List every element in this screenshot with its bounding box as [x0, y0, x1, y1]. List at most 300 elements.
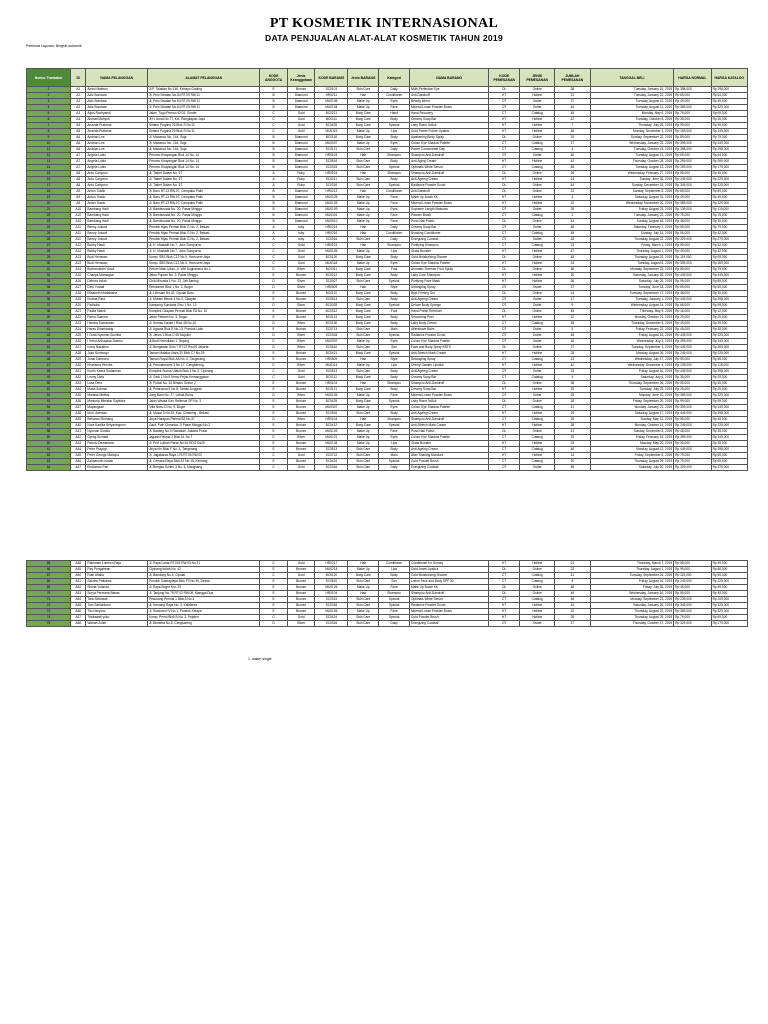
table-cell: Skin Care: [348, 297, 379, 303]
table-cell: 27: [27, 243, 71, 249]
table-cell: Daily: [379, 147, 410, 153]
table-cell: 45: [27, 351, 71, 357]
table-cell: Angela Lubis: [86, 159, 148, 165]
table-cell: 7: [27, 123, 71, 129]
table-cell: Radiance Powder Scrub: [410, 603, 489, 609]
table-cell: Rp 55,000: [674, 591, 711, 597]
table-cell: Hotline: [520, 177, 555, 183]
table-cell: Thursday, August 22, 2019: [590, 237, 674, 243]
table-cell: 20: [555, 273, 590, 279]
table-cell: Lady Razor 5x5ck: [410, 399, 489, 405]
table-cell: E: [260, 327, 288, 333]
table-cell: Rp 99,000: [711, 123, 747, 129]
table-cell: Jl. Tiabet Dalam No. 67: [148, 177, 260, 183]
table-cell: SC0424: [315, 615, 348, 621]
table-cell: Eyes: [379, 99, 410, 105]
table-cell: SC0424: [315, 459, 348, 465]
table-cell: B: [260, 135, 288, 141]
table-cell: Online: [520, 183, 555, 189]
table-cell: MU0109: [315, 207, 348, 213]
table-cell: A7: [71, 165, 86, 171]
table-cell: 8: [27, 129, 71, 135]
table-cell: 26: [555, 171, 590, 177]
table-cell: Rp 329,000: [674, 465, 711, 471]
table-cell: Face: [379, 393, 410, 399]
table-cell: Rp 55,000: [674, 381, 711, 387]
table-cell: Burhanuddin Yusuf: [86, 267, 148, 273]
table-cell: A25: [71, 333, 86, 339]
table-cell: Rp 48,000: [674, 291, 711, 297]
table-cell: CT: [489, 243, 520, 249]
table-cell: Make Up: [348, 261, 379, 267]
table-cell: Shampoo: [379, 243, 410, 249]
table-cell: Make Up: [348, 585, 379, 591]
table-cell: 69: [27, 585, 71, 591]
table-cell: Tuesday, August 13, 2019: [590, 153, 674, 159]
table-cell: B: [260, 189, 288, 195]
table-cell: E: [260, 291, 288, 297]
table-cell: Devi Yustati: [86, 285, 148, 291]
table-cell: Perum Malu Udan, Jl. Wilt Sugiraheno No.1: [148, 267, 260, 273]
table-cell: Rp 95,000: [711, 573, 747, 579]
table-cell: A23: [71, 321, 86, 327]
table-cell: Rp 119,000: [711, 207, 747, 213]
table-cell: Energizing Cocktail: [410, 621, 489, 627]
table-cell: Rp 95,000: [711, 255, 747, 261]
table-cell: Bronze: [287, 357, 315, 363]
table-cell: 18: [555, 399, 590, 405]
table-cell: 17: [555, 141, 590, 147]
table-cell: Thursday, August 1, 2019: [590, 249, 674, 255]
column-header: Nomor Transaksi: [27, 69, 71, 87]
table-cell: OL: [489, 585, 520, 591]
table-cell: Monday, January 21, 2019: [590, 405, 674, 411]
table-cell: 15: [27, 171, 71, 177]
table-cell: Energizing Cocktail: [410, 465, 489, 471]
table-cell: Benny Jokowi: [86, 231, 148, 237]
table-cell: 42: [555, 159, 590, 165]
table-cell: Deluxe Body Sponge: [410, 303, 489, 309]
table-cell: Body Care: [348, 273, 379, 279]
table-cell: B: [260, 213, 288, 219]
table-cell: SC0318: [315, 603, 348, 609]
table-cell: A56: [71, 609, 86, 615]
table-cell: CT: [489, 435, 520, 441]
table-cell: A50: [71, 573, 86, 579]
table-cell: Thursday, July 25, 2019: [590, 123, 674, 129]
table-cell: Tuesday, June 18, 2019: [590, 285, 674, 291]
table-cell: Bambang Hadi: [86, 213, 148, 219]
table-cell: Hotline: [520, 159, 555, 165]
table-cell: HR0216: [315, 231, 348, 237]
table-cell: Rp 79,000: [674, 453, 711, 459]
table-cell: Diamond: [287, 201, 315, 207]
table-cell: Rp 59,000: [674, 357, 711, 363]
table-cell: Bronze: [287, 579, 315, 585]
table-cell: OL: [489, 591, 520, 597]
table-cell: Jl. Mabanco No. 144, Soja: [148, 135, 260, 141]
table-cell: E: [260, 597, 288, 603]
table-cell: A27: [71, 345, 86, 351]
table-cell: D: [260, 303, 288, 309]
table-cell: SC0315: [315, 165, 348, 171]
table-cell: 18: [27, 189, 71, 195]
table-cell: A9: [71, 189, 86, 195]
table-cell: Hotline: [520, 315, 555, 321]
table-cell: SC0712: [315, 453, 348, 459]
table-cell: OT: [489, 369, 520, 375]
table-cell: Jl. Baru RT.13 RW.07, Cempaka Putih: [148, 189, 260, 195]
table-cell: Online: [520, 171, 555, 177]
table-cell: Main: [379, 453, 410, 459]
table-cell: Endiamuz Pari: [86, 465, 148, 471]
table-cell: Gold Powder Brush: [410, 615, 489, 621]
table-cell: Face: [379, 201, 410, 207]
table-cell: D: [260, 267, 288, 273]
table-cell: 46: [555, 129, 590, 135]
table-cell: OT: [489, 327, 520, 333]
table-cell: Hair: [348, 243, 379, 249]
table-cell: Shampoo: [379, 171, 410, 177]
table-cell: Outlet: [520, 303, 555, 309]
table-cell: Body Care: [348, 117, 379, 123]
table-cell: SC0513: [315, 369, 348, 375]
table-cell: Rp 12,000: [711, 309, 747, 315]
table-cell: Shampoo Anti-Dandruff: [410, 171, 489, 177]
table-cell: Gold: [287, 129, 315, 135]
table-cell: E: [260, 429, 288, 435]
table-cell: Hotline: [520, 561, 555, 567]
table-cell: E: [260, 357, 288, 363]
table-cell: Bronze: [287, 309, 315, 315]
table-cell: Body Care: [348, 573, 379, 579]
table-cell: Rp 99,000: [674, 567, 711, 573]
table-cell: Rp 49,000: [711, 561, 747, 567]
table-cell: SC0318: [315, 333, 348, 339]
table-cell: 37: [27, 303, 71, 309]
table-cell: Kampung Sundaris Sinu 1 No. 13: [148, 303, 260, 309]
table-cell: BC0120: [315, 255, 348, 261]
table-cell: Special: [379, 399, 410, 405]
table-cell: Rp 329,000: [711, 393, 747, 399]
table-cell: Rp 42,000: [711, 249, 747, 255]
table-cell: SC0211: [315, 177, 348, 183]
table-cell: Friday, March 1, 2019: [590, 243, 674, 249]
table-cell: Rp 49,000: [674, 195, 711, 201]
table-cell: Catalog: [520, 111, 555, 117]
table-cell: A: [260, 171, 288, 177]
table-cell: ruby: [287, 237, 315, 243]
table-cell: Catalog: [520, 375, 555, 381]
table-cell: Make Up: [348, 363, 379, 369]
table-cell: Colour Eye Shadow Palette: [410, 261, 489, 267]
table-cell: Komp. SBS Blok C12 No.9, Ham.sem Jaya: [148, 255, 260, 261]
table-cell: Body: [379, 369, 410, 375]
table-cell: Online: [520, 585, 555, 591]
table-cell: Rp 325,000: [711, 333, 747, 339]
table-cell: Make Up: [348, 213, 379, 219]
table-cell: 28: [27, 249, 71, 255]
table-cell: Tuesday, August 13, 2019: [590, 165, 674, 171]
table-cell: B: [260, 99, 288, 105]
table-cell: Creamy Soap Bar: [410, 387, 489, 393]
table-cell: Hair: [348, 153, 379, 159]
table-cell: BC0120: [315, 573, 348, 579]
table-cell: Eyes: [379, 339, 410, 345]
table-cell: Wednesday, January 16, 2019: [590, 591, 674, 597]
table-cell: A37: [71, 405, 86, 411]
table-cell: Special: [379, 351, 410, 357]
table-cell: HT: [489, 411, 520, 417]
table-cell: 18: [555, 339, 590, 345]
table-cell: Skin Care: [348, 411, 379, 417]
table-cell: A14: [71, 267, 86, 273]
table-cell: B: [260, 201, 288, 207]
table-cell: Rp 49,000: [674, 249, 711, 255]
table-cell: HR0104: [315, 171, 348, 177]
table-cell: A: [260, 231, 288, 237]
table-cell: Sunday, September 22, 2019: [590, 135, 674, 141]
table-cell: Hair: [348, 381, 379, 387]
table-cell: Rp 69,000: [711, 453, 747, 459]
table-cell: Rp 119,000: [674, 573, 711, 579]
table-cell: A8: [71, 171, 86, 177]
table-cell: Rp 325,000: [711, 183, 747, 189]
table-cell: Rp 389,000: [674, 609, 711, 615]
table-cell: 52: [27, 393, 71, 399]
table-cell: Anti-Dandruff: [410, 93, 489, 99]
table-cell: A5: [71, 123, 86, 129]
table-cell: Jl. Bambusuda No. 20, Pasar Minggu: [148, 207, 260, 213]
table-cell: HT: [489, 351, 520, 357]
table-cell: D: [260, 435, 288, 441]
table-cell: 29: [27, 255, 71, 261]
table-cell: Body Care: [348, 135, 379, 141]
table-cell: 29: [555, 615, 590, 621]
table-cell: Hair: [348, 225, 379, 231]
table-cell: Skin Care: [348, 579, 379, 585]
table-cell: Perumo Khayangan Blok 14 No. 14: [148, 159, 260, 165]
table-cell: CT: [489, 141, 520, 147]
table-cell: 24: [27, 225, 71, 231]
table-cell: Hotline: [520, 261, 555, 267]
table-cell: 20: [555, 459, 590, 465]
footnote: 1. dalam single: [248, 657, 272, 661]
table-cell: Friday, July 26, 2019: [590, 585, 674, 591]
table-cell: Silver: [287, 321, 315, 327]
table-cell: Rp 59,000: [711, 303, 747, 309]
table-cell: Jalan Wisata Kav. Bellevue SP No. 3: [148, 399, 260, 405]
table-cell: Rp 79,000: [711, 135, 747, 141]
table-cell: A40: [71, 423, 86, 429]
table-cell: 51: [27, 387, 71, 393]
table-cell: Daily: [379, 225, 410, 231]
table-cell: Catalog: [520, 573, 555, 579]
table-cell: Hotline: [520, 615, 555, 621]
table-cell: Skin Care: [348, 369, 379, 375]
table-cell: Special: [379, 165, 410, 171]
table-cell: Rp 349,000: [711, 435, 747, 441]
table-cell: Anto Cahyono: [86, 177, 148, 183]
table-cell: Hotline: [520, 201, 555, 207]
table-cell: SC0513: [315, 297, 348, 303]
table-cell: 9: [555, 303, 590, 309]
table-cell: Heras Ditomarang: [86, 327, 148, 333]
table-cell: Outlet: [520, 393, 555, 399]
table-cell: Anti-Stretch Mark Cream: [410, 423, 489, 429]
table-cell: E: [260, 309, 288, 315]
table-cell: B: [260, 147, 288, 153]
table-cell: Catalog: [520, 357, 555, 363]
table-cell: A57: [71, 615, 86, 621]
table-cell: Lady Body Cream: [410, 321, 489, 327]
table-cell: Sunday, December 15, 2019: [590, 183, 674, 189]
table-cell: SC0121: [315, 147, 348, 153]
table-cell: Rp 55,000: [674, 171, 711, 177]
table-cell: Rp 249,000: [674, 177, 711, 183]
table-cell: Catalog: [520, 447, 555, 453]
table-cell: Rp 349,000: [674, 183, 711, 189]
table-cell: E: [260, 387, 288, 393]
table-cell: Conditioner for Greasy: [410, 561, 489, 567]
table-cell: Hair: [348, 171, 379, 177]
table-cell: SC0610: [315, 345, 348, 351]
table-cell: Rp 249,000: [674, 423, 711, 429]
table-cell: 2: [555, 213, 590, 219]
table-cell: Conditioner: [379, 93, 410, 99]
table-cell: Setiaru Pugaha 25 Blok S No.11: [148, 129, 260, 135]
table-cell: MU0106: [315, 99, 348, 105]
table-cell: Rp 398,000: [674, 87, 711, 93]
table-cell: E: [260, 567, 288, 573]
table-cell: SC0316: [315, 237, 348, 243]
table-cell: 7: [555, 123, 590, 129]
table-cell: A39: [71, 417, 86, 423]
table-cell: Saturday, July 20, 2019: [590, 465, 674, 471]
table-cell: Hotline: [520, 129, 555, 135]
table-cell: Friday, August 16, 2019: [590, 369, 674, 375]
table-cell: Tuesday, September 17, 2019: [590, 291, 674, 297]
table-cell: Jinya Kin Blok F No. 4, Tangerang: [148, 447, 260, 453]
table-cell: A42: [71, 435, 86, 441]
table-cell: Mineral Loose Powder Brush: [410, 609, 489, 615]
table-cell: Rp 48,000: [674, 219, 711, 225]
table-cell: 12: [555, 315, 590, 321]
table-cell: 25: [555, 387, 590, 393]
table-cell: Tara Setiowati: [86, 597, 148, 603]
column-header: ALAMAT PELANGGAN: [148, 69, 260, 87]
table-cell: 67: [27, 573, 71, 579]
table-cell: Outlet: [520, 333, 555, 339]
table-cell: Face: [379, 219, 410, 225]
table-cell: Bronze: [287, 87, 315, 93]
table-cell: 42: [27, 333, 71, 339]
table-cell: Hotline: [520, 123, 555, 129]
table-cell: Outlet: [520, 297, 555, 303]
report-title: PT KOSMETIK INTERNASIONAL: [269, 16, 499, 31]
table-cell: CT: [489, 147, 520, 153]
table-cell: Rp 35,000: [674, 441, 711, 447]
column-header: ID: [71, 69, 86, 87]
table-cell: 74: [27, 615, 71, 621]
table-cell: HT: [489, 615, 520, 621]
table-cell: Rp 369,000: [711, 261, 747, 267]
table-cell: Body Care: [348, 399, 379, 405]
table-cell: Outlet: [520, 225, 555, 231]
table-cell: Rp 249,000: [674, 579, 711, 585]
table-cell: A26: [71, 339, 86, 345]
table-cell: Jl. Lilimuan No.42, Cipulat Baru: [148, 291, 260, 297]
table-cell: OL: [489, 309, 520, 315]
table-cell: Bronze: [287, 387, 315, 393]
table-cell: Debora Indah: [86, 279, 148, 285]
table-cell: Hotline: [520, 423, 555, 429]
table-cell: 17: [27, 183, 71, 189]
table-cell: Diamond: [287, 135, 315, 141]
table-cell: Wednesday, January 23, 2019: [590, 141, 674, 147]
table-cell: Skin Care: [348, 615, 379, 621]
table-cell: 37: [555, 285, 590, 291]
table-cell: B: [260, 105, 288, 111]
table-cell: Smoothing Peel: [410, 315, 489, 321]
table-cell: A11: [71, 231, 86, 237]
table-cell: HT: [489, 93, 520, 99]
table-cell: Andrian Lee: [86, 147, 148, 153]
table-cell: Gold: [287, 123, 315, 129]
table-cell: Rp 389,000: [674, 393, 711, 399]
table-cell: A36: [71, 399, 86, 405]
table-cell: Rp 42,000: [711, 231, 747, 237]
table-cell: Endras Ried: [86, 297, 148, 303]
table-cell: Rp 25,000: [711, 387, 747, 393]
table-cell: A21: [71, 309, 86, 315]
table-cell: Skin Care: [348, 159, 379, 165]
table-cell: A11: [71, 225, 86, 231]
table-cell: Multi-Perfection Eye: [410, 87, 489, 93]
table-cell: Jl. Bengka Suntru 3 No. 6, Mangsang: [148, 465, 260, 471]
table-cell: Beharan Sitohang: [86, 417, 148, 423]
table-cell: 45: [555, 309, 590, 315]
table-cell: MU0114: [315, 363, 348, 369]
table-cell: Make Up: [348, 393, 379, 399]
table-cell: Rp 69,000: [674, 153, 711, 159]
table-cell: Gold: [287, 375, 315, 381]
table-cell: Rp 99,000: [711, 399, 747, 405]
table-cell: Body: [379, 273, 410, 279]
column-header: Kategori: [379, 69, 410, 87]
table-cell: Bronze: [287, 459, 315, 465]
table-cell: Shampoo: [379, 591, 410, 597]
table-cell: CT: [489, 579, 520, 585]
table-cell: Catalog: [520, 597, 555, 603]
table-cell: Jong Baru No. 77, Lebak Bulus: [148, 393, 260, 399]
table-cell: HT: [489, 201, 520, 207]
table-cell: Make Up: [348, 429, 379, 435]
table-cell: B: [260, 195, 288, 201]
table-cell: 25: [27, 231, 71, 237]
table-cell: Wednesday, February 27, 2019: [590, 171, 674, 177]
sales-table: [26, 68, 748, 471]
table-cell: Rp 69,000: [711, 615, 747, 621]
table-cell: Daily: [379, 465, 410, 471]
table-cell: A47: [71, 465, 86, 471]
table-cell: Ruth Aftalia: [86, 573, 148, 579]
table-cell: CT: [489, 447, 520, 453]
table-cell: Rp 79,000: [711, 225, 747, 231]
table-cell: 64: [27, 465, 71, 471]
table-cell: CT: [489, 165, 520, 171]
table-cell: Monday, August 26, 2019: [590, 351, 674, 357]
